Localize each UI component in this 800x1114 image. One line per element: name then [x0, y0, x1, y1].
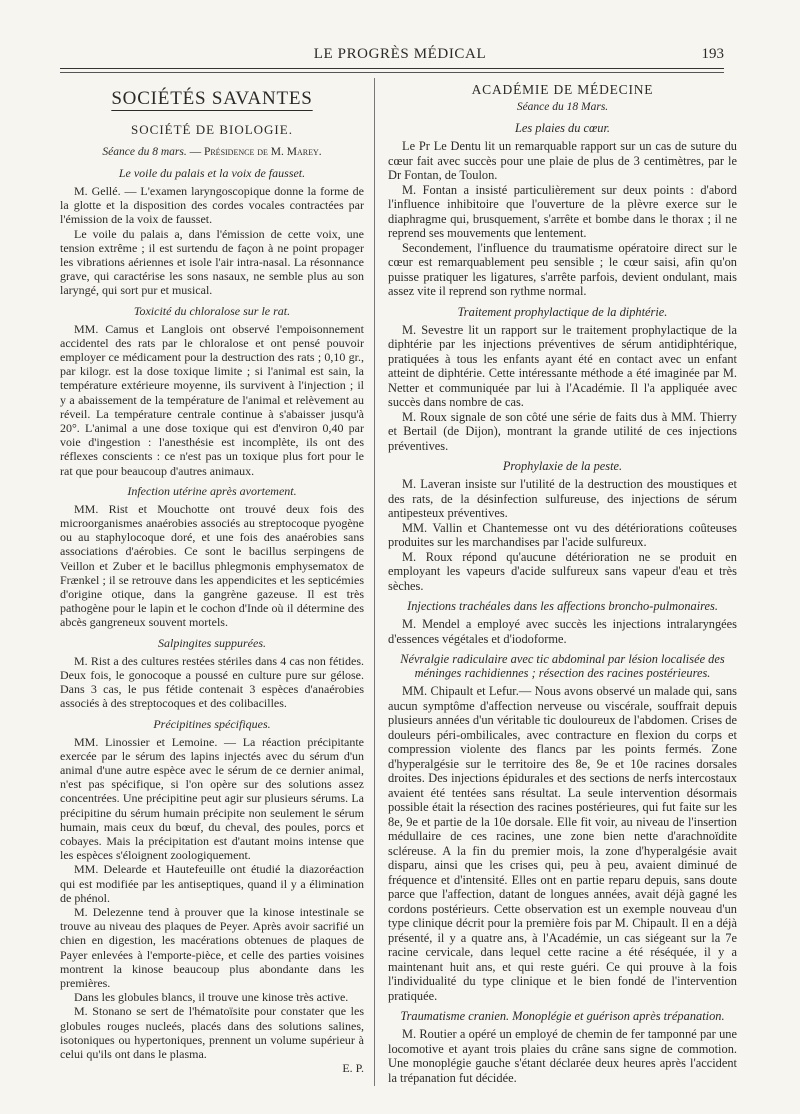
paragraph: MM. Rist et Mouchotte ont trouvé deux fois des microorganismes anaérobies associés au streptocoque pyogène ou au staphylocoque doré, et une fois des anaérobies sans associations d'aérobies. Ce sont le bacillus serpingens de Veillon et Zuber et le bacillus phlegmonis emphysematox de Frænkel ; il se retrouve dans les appendicites et les septicémies d'origine otique, dans la gangrène gazeuse. Il est très pathogène pour le lapin et le cochon d'Inde où il détermine des abcès gangreneux souvent mortels. [60, 501, 364, 630]
paragraph: M. Roux répond qu'aucune détérioration ne se produit en employant les vapeurs d'acide sulfureux sans vapeur d'eau et très sèches. [388, 549, 737, 593]
paragraph: M. Routier a opéré un employé de chemin de fer tamponné par une locomotive et ayant trois plaies du crâne sans signe de commotion. Une monoplégie gauche s'étant déclarée deux heures après l'accident la trépanation fut décidée. [388, 1027, 737, 1085]
session-line [60, 146, 364, 158]
article-heading: Précipitines spécifiques. [153, 716, 271, 731]
paragraph: MM. Delearde et Hautefeuille ont étudié la diazoréaction qui est modifiée par les antiseptiques, quand il y a élimination de phénol. [60, 862, 364, 905]
author-signature: E. P. [342, 1061, 364, 1076]
left-column [60, 82, 364, 1076]
paragraph: M. Gellé. — L'examen laryngoscopique donne la forme de la glotte et la disposition des cordes vocales contractées par l'émission de la voix de fausset. [60, 184, 364, 227]
session-line [388, 101, 737, 113]
paragraph: MM. Vallin et Chantemesse ont vu des détériorations coûteuses produites sur les marchandises par l'acide sulfureux. [388, 520, 737, 549]
article-heading: Injections trachéales dans les affections broncho-pulmonaires. [407, 599, 718, 613]
paragraph: MM. Chipault et Lefur.— Nous avons observé un malade qui, sans aucun symptôme d'affection nerveuse ou viscérale, souffrait depuis plusieurs années d'un véritable tic douloureux de l'abdomen. Crises de douleurs péri-ombilicales, avec contracture en flexion du corps et compression violente des flancs par les points fermés. Zone d'hyperalgésie sur le territoire des 8e, 9e et 10e racines dorsales droites. Des injections épidurales et des sections de nerfs intercostaux avaient été tentées sans résultat. La seule intervention désormais possible était la résection des racines postérieures, qui fut faite sur les 8e, 9e et partie de la 10e dorsale. Elle fit voir, au niveau de l'insertion médullaire de ces racines, une zone bien nette d'arachnoïdite scléreuse. A la fin du premier mois, la zone d'hyperalgésie avait disparu, ainsi que les crises qui, peu à peu, avaient diminué de fréquence et d'intensité. Elles ont en partie reparu depuis, sans doute parce que l'affection, datant de longues années, avait déjà gagné les cordons postérieurs. Cette observation est un exemple nouveau d'un type clinique décrit pour la première fois par M. Chipault. Il en a déjà présenté, il y a quatre ans, à l'Académie, un cas siégeant sur la 7e racine cervicale, dans lequel cette racine a été réséquée, il y a maintenant huit ans, et qui reste guéri. Ce qui prouve à la fois l'individualité du type clinique et le bien fondé de l'intervention pratiquée. [388, 684, 737, 1003]
column-divider [374, 78, 375, 1086]
paragraph: M. Fontan a insisté particulièrement sur deux points : d'abord l'influence inhibitoire que l'ouverture de la plèvre exerce sur le diaphragme qui, brusquement, s'arrête et bombe dans le thorax ; il ne reprend ses mouvements que lentement. [388, 182, 737, 240]
paragraph: MM. Camus et Langlois ont observé l'empoisonnement accidentel des rats par le chloralose et ont pensé pouvoir employer ce médicament pour la destruction des rats ; 0,10 gr., par kilogr. est la dose toxique limite ; si l'animal est sain, la température extérieure moyenne, ils survivent à l'injection ; il y a abaissement de la température de l'animal et relèvement au réveil. La température centrale continue à s'abaisser jusqu'à 20°. L'animal a une dose toxique qui est d'environ 0,40 par voie d'ingestion : l'anesthésie est incomplète, ils ont des réflexes conscients : ce n'est pas un toxique plus fort pour le rat que pour beaucoup d'autres animaux. [60, 321, 364, 478]
article-heading: Toxicité du chloralose sur le rat. [133, 303, 291, 318]
article-heading: Infection utérine après avortement. [127, 483, 297, 498]
article-heading: Névralgie radiculaire avec tic abdominal par lésion localisée des méninges rachidiennes ; résection des racines postérieures. [400, 652, 725, 680]
paragraph: M. Stonano se sert de l'hématoïsite pour constater que les globules rouges nucleés, placés dans des solutions salines, isotoniques ou hypertoniques, prennent un volume supérieur à celui qu'ils ont dans le plasma. [60, 1004, 364, 1061]
article-heading: Traumatisme cranien. Monoplégie et guérison après trépanation. [400, 1009, 725, 1023]
session-date: Séance du 18 Mars. [516, 101, 609, 113]
section-title: SOCIÉTÉS SAVANTES [111, 88, 313, 109]
right-column [388, 82, 737, 1085]
paragraph: Le Pr Le Dentu lit un remarquable rapport sur un cas de suture du cœur fait avec succès pour une plaie de plus de 3 centimètres, par le Dr Fontan, de Toulon. [388, 139, 737, 182]
paragraph: Le voile du palais a, dans l'émission de cette voix, une tension extrême ; il est surtendu de façon à ne point propager les vibrations aériennes et isole l'air intra-nasal. La résonnance grave, qui caractérise les sons nasaux, ne semble plus au son laryngé, qui sort pur et musical. [60, 226, 364, 298]
paragraph: M. Delezenne tend à prouver que la kinose intestinale se trouve au niveau des plaques de Peyer. Après avoir sacrifié un chien en digestion, les macérations obtenues de plaques de Payer enlevées à l'emporte-pièce, et celle des parties voisines montrent la kinose beaucoup plus abondante dans les premières. [60, 904, 364, 990]
paragraph: Secondement, l'influence du traumatisme opératoire direct sur le cœur est remarquablement peu sensible ; le cœur saisi, afin qu'on puisse pratiquer les ligatures, s'arrête parfois, devient ondulant, mais assez vite il reprend son rythme normal. [388, 240, 737, 298]
paragraph: Dans les globules blancs, il trouve une kinose très active. [74, 990, 349, 1005]
paragraph: M. Sevestre lit un rapport sur le traitement prophylactique de la diphtérie par les injections préventives de sérum antidiphtérique, pratiquées à tous les enfants ayant été en contact avec un enfant atteint de diphtérie. Cette intéressante méthode a été imaginée par M. Netter et communiquée par lui à l'Académie. Il l'a appliquée avec succès dans nombre de cas. [388, 322, 737, 409]
journal-title: LE PROGRÈS MÉDICAL [313, 46, 487, 62]
paragraph: M. Laveran insiste sur l'utilité de la destruction des moustiques et des rats, de la désinfection sulfureuse, des injections de sérum antipesteux préventives. [388, 477, 737, 520]
session-president: — Présidence de M. Marey. [189, 146, 322, 158]
article-heading: Prophylaxie de la peste. [502, 459, 623, 473]
society-title: SOCIÉTÉ DE BIOLOGIE. [131, 122, 293, 137]
running-head [0, 46, 800, 68]
paragraph: MM. Linossier et Lemoine. — La réaction précipitante exercée par le sérum des lapins injectés avec du sérum d'un animal d'une autre espèce avec le sérum de ce dernier animal, n'est pas spécifique, si l'on opère sur des solutions assez concentrées. Une précipitine peut agir sur plusieurs sérums. La précipitine du sérum humain précipite non seulement le sérum humain, mais ceux du bœuf, du cheval, des poules, porcs et cobayes. Mais la précipitation est d'autant moins intense que les espèces s'éloignent zoologiquement. [60, 734, 364, 863]
paragraph: M. Rist a des cultures restées stériles dans 4 cas non fétides. Deux fois, le gonocoque a poussé en culture pure sur gélose. Dans 3 cas, le pus fétide contenait 3 espèces d'anaérobies associés à des streptocoques et des colibacilles. [60, 653, 364, 711]
article-heading: Le voile du palais et la voix de fausset. [118, 166, 306, 180]
page-number: 193 [701, 46, 724, 62]
paragraph: M. Roux signale de son côté une série de faits dus à MM. Thierry et Bertail (de Dijon), montrant la grande utilité de ces injections préventives. [388, 409, 737, 453]
session-date: Séance du 8 mars. [102, 146, 187, 158]
header-rule-thin [60, 72, 724, 73]
paragraph: M. Mendel a employé avec succès les injections intralaryngées d'essences végétales et d'iodoforme. [388, 617, 737, 646]
academy-title: ACADÉMIE DE MÉDECINE [471, 82, 654, 97]
article-heading: Traitement prophylactique de la diphtérie. [457, 304, 668, 319]
article-heading: Salpingites suppurées. [158, 635, 266, 650]
header-rule [60, 68, 724, 69]
article-heading: Les plaies du cœur. [515, 121, 610, 135]
